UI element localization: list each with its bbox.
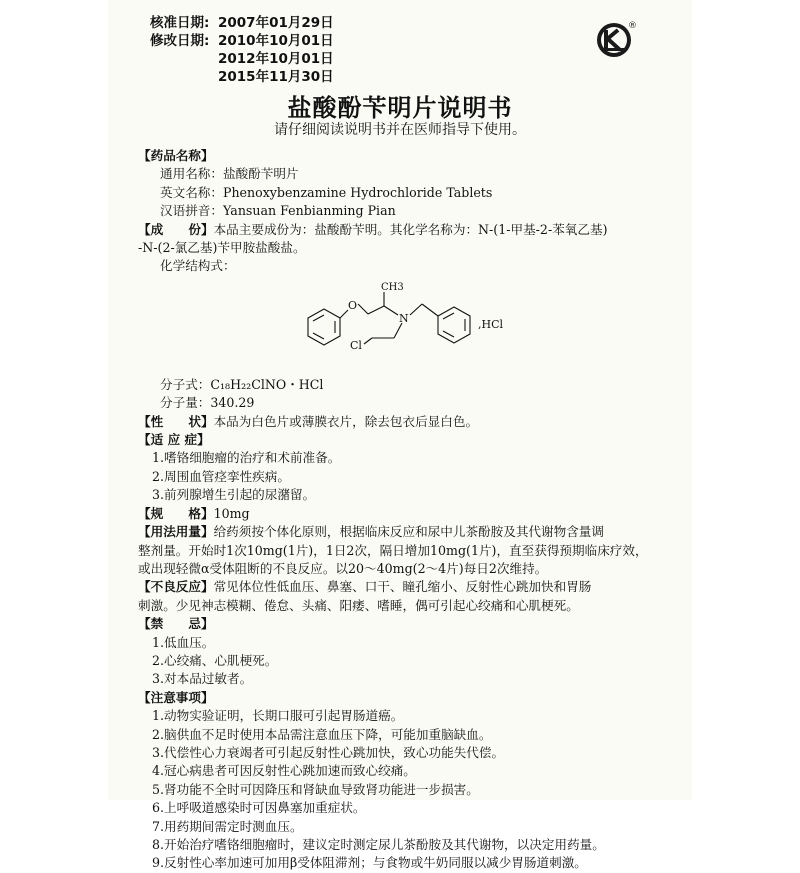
modify-date-3: 2015年11月30日 [218, 69, 334, 85]
section-heading-precautions: 【注意事项】 [138, 689, 214, 705]
section-heading-indications: 【适 应 症】 [138, 432, 210, 448]
dosage-text-1: 给药须按个体化原则，根据临床反应和尿中儿茶酚胺及其代谢物含量调 [213, 524, 604, 540]
adverse-text-2: 刺激。少见神志模糊、倦怠、头痛、阳痿、嗜睡，偶可引起心绞痛和心肌梗死。 [138, 597, 579, 613]
indication-item-3: 3.前列腺增生引起的尿潴留。 [152, 487, 316, 503]
specification-text: 10mg [213, 505, 250, 521]
appearance-line [138, 413, 668, 431]
composition-text-2: -N-(2-氯乙基)苄甲胺盐酸盐。 [138, 240, 306, 256]
indication-item-1: 1.嗜铬细胞瘤的治疗和术前准备。 [152, 450, 341, 466]
brand-logo-icon [594, 18, 637, 58]
contraindication-item-3: 3.对本品过敏者。 [152, 671, 253, 687]
adverse-text-1: 常见体位性低血压、鼻塞、口干、瞳孔缩小、反射性心跳加快和胃肠 [213, 579, 592, 595]
precaution-item-5: 5.肾功能不全时可因降压和肾缺血导致肾功能进一步损害。 [152, 781, 479, 797]
indication-item-2: 2.周围血管痉挛性疾病。 [152, 468, 290, 484]
adverse-line-1 [138, 578, 668, 596]
contraindication-item-1: 1.低血压。 [152, 634, 215, 650]
precaution-item-3: 3.代偿性心力衰竭者可引起反射性心跳加快，致心功能失代偿。 [152, 744, 505, 760]
composition-text-1: 本品主要成份为：盐酸酚苄明。其化学名称为：N-(1-甲基-2-苯氧乙基) [213, 221, 608, 237]
modify-date-1: 2010年10月01日 [218, 33, 334, 49]
revision-dates [150, 14, 334, 86]
structure-diagram [288, 276, 568, 376]
precaution-item-6: 6.上呼吸道感染时可因鼻塞加重症状。 [152, 800, 366, 816]
pinyin-name: 汉语拼音：Yansuan Fenbianming Pian [160, 203, 396, 219]
salt-hcl: ,HCl [478, 317, 504, 331]
precaution-item-2: 2.脑供血不足时使用本品需注意血压下降，可能加重脑缺血。 [152, 726, 492, 742]
mw-label: 分子量： [160, 395, 211, 411]
english-name: 英文名称：Phenoxybenzamine Hydrochloride Tablets [160, 184, 493, 200]
section-heading-adverse: 【不良反应】 [138, 579, 214, 595]
precaution-item-7: 7.用药期间需定时测血压。 [152, 818, 303, 834]
precaution-item-9: 9.反射性心率加速可加用β受体阻滞剂；与食物或牛奶同服以减少胃肠道刺激。 [152, 855, 587, 871]
atom-nitrogen: N [399, 311, 409, 325]
precaution-item-1: 1.动物实验证明，长期口服可引起胃肠道癌。 [152, 708, 404, 724]
leaflet-content [138, 147, 668, 873]
formula-value: C₁₈H₂₂ClNO・HCl [210, 376, 324, 392]
registered-mark: ® [628, 21, 637, 31]
structure-label: 化学结构式： [160, 258, 236, 274]
formula-label: 分子式： [160, 376, 211, 392]
specification-line [138, 505, 668, 523]
modify-date-2: 2012年10月01日 [218, 51, 334, 67]
molecular-formula [138, 376, 668, 394]
contraindication-item-2: 2.心绞痛、心肌梗死。 [152, 652, 278, 668]
section-heading-drug-name: 【药品名称】 [138, 148, 214, 163]
section-heading-dosage: 【用法用量】 [138, 524, 214, 540]
mw-value: 340.29 [210, 395, 255, 411]
composition-line-1 [138, 221, 668, 239]
section-heading-contraindications: 【禁 忌】 [138, 616, 214, 632]
chemical-structure [138, 276, 668, 376]
section-heading-composition: 【成 份】 [138, 221, 214, 237]
dosage-text-2: 整剂量。开始时1次10mg(1片)，1日2次，隔日增加10mg(1片)，直至获得预期临床疗效， [138, 542, 648, 558]
approve-date-label: 核准日期: [150, 15, 210, 31]
generic-name: 通用名称：盐酸酚苄明片 [160, 166, 299, 182]
precaution-item-4: 4.冠心病患者可因反射性心跳加速而致心绞痛。 [152, 763, 416, 779]
molecular-weight [138, 394, 668, 412]
dosage-text-3: 或出现轻微α受体阻断的不良反应。以20～40mg(2～4片)每日2次维持。 [138, 560, 548, 576]
modify-date-label: 修改日期: [150, 33, 210, 49]
atom-oxygen: O [348, 298, 358, 312]
page-subtitle: 请仔细阅读说明书并在医师指导下使用。 [274, 122, 526, 138]
atom-methyl: CH3 [381, 281, 404, 293]
approve-date: 2007年01月29日 [218, 15, 334, 31]
section-heading-appearance: 【性 状】 [138, 413, 214, 429]
precaution-item-8: 8.开始治疗嗜铬细胞瘤时，建议定时测定尿儿茶酚胺及其代谢物，以决定用药量。 [152, 837, 605, 852]
page-title: 盐酸酚苄明片说明书 [287, 94, 513, 122]
appearance-text: 本品为白色片或薄膜衣片，除去包衣后显白色。 [213, 413, 479, 429]
dosage-line-1 [138, 523, 668, 541]
section-heading-specification: 【规 格】 [138, 505, 214, 521]
atom-chlorine: Cl [350, 338, 362, 352]
